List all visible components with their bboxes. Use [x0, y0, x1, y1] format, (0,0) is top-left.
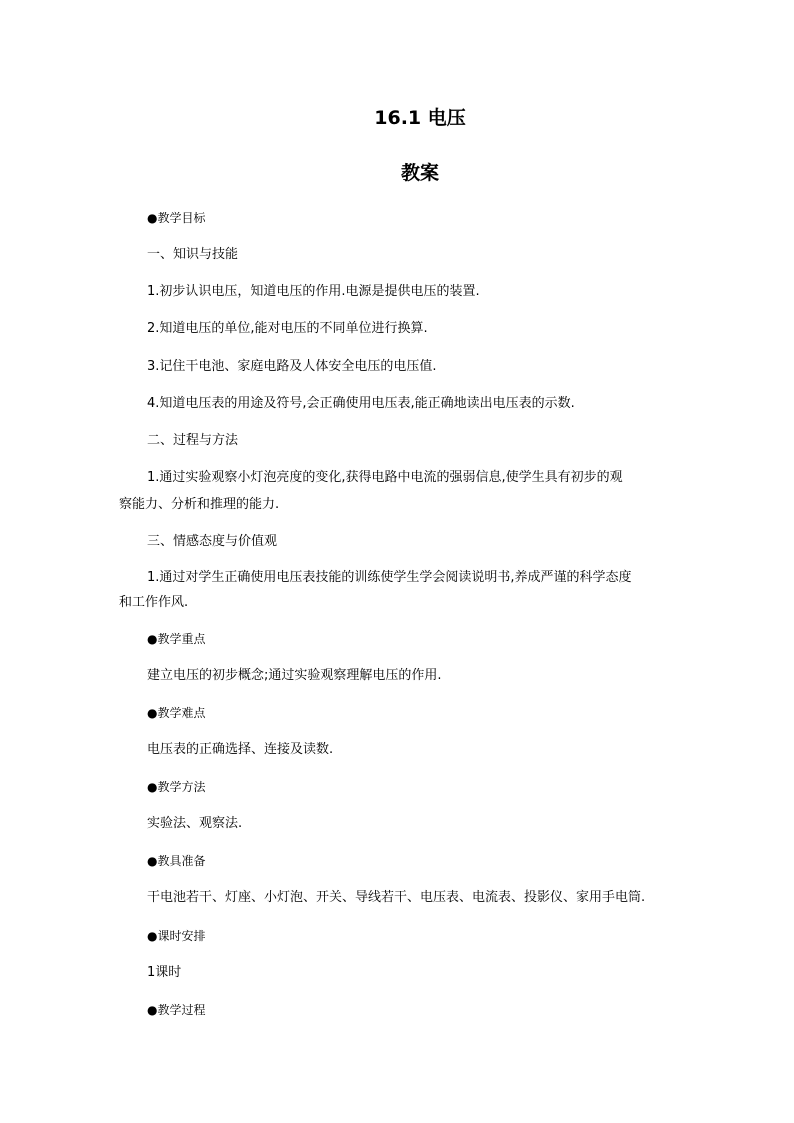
methods-heading: ●教学方法 — [147, 780, 206, 794]
s1-item3: 3.记住干电池、家庭电路及人体安全电压的电压值. — [147, 359, 437, 374]
equipment-text: 干电池若干、灯座、小灯泡、开关、导线若干、电压表、电流表、投影仪、家用手电筒. — [147, 890, 646, 905]
s3-item1-line2: 和工作作风. — [119, 595, 189, 610]
document-subtitle: 教案 — [400, 162, 439, 184]
difficulties-heading: ●教学难点 — [147, 706, 206, 720]
key-points-text: 建立电压的初步概念;通过实验观察理解电压的作用. — [147, 668, 442, 683]
schedule-heading: ●课时安排 — [147, 929, 206, 943]
schedule-text: 1课时 — [147, 965, 182, 980]
section3-heading: 三、情感态度与价值观 — [147, 534, 278, 549]
s1-item2: 2.知道电压的单位,能对电压的不同单位进行换算. — [147, 321, 428, 336]
s1-item4: 4.知道电压表的用途及符号,会正确使用电压表,能正确地读出电压表的示数. — [147, 396, 575, 411]
key-points-heading: ●教学重点 — [147, 632, 206, 646]
s2-item1-line1: 1.通过实验观察小灯泡亮度的变化,获得电路中电流的强弱信息,使学生具有初步的观 — [147, 470, 623, 485]
section1-heading: 一、知识与技能 — [147, 247, 239, 262]
s3-item1-line1: 1.通过对学生正确使用电压表技能的训练使学生学会阅读说明书,养成严谨的科学态度 — [147, 570, 632, 585]
process-heading: ●教学过程 — [147, 1003, 206, 1017]
equipment-heading: ●教具准备 — [147, 854, 206, 868]
s1-item1: 1.初步认识电压，知道电压的作用.电源是提供电压的装置. — [147, 284, 480, 299]
difficulties-text: 电压表的正确选择、连接及读数. — [147, 742, 334, 757]
section2-heading: 二、过程与方法 — [147, 433, 239, 448]
s2-item1-line2: 察能力、分析和推理的能力. — [119, 497, 280, 512]
methods-text: 实验法、观察法. — [147, 816, 243, 831]
objectives-heading: ●教学目标 — [147, 211, 206, 225]
document-title: 16.1 电压 — [374, 107, 466, 129]
